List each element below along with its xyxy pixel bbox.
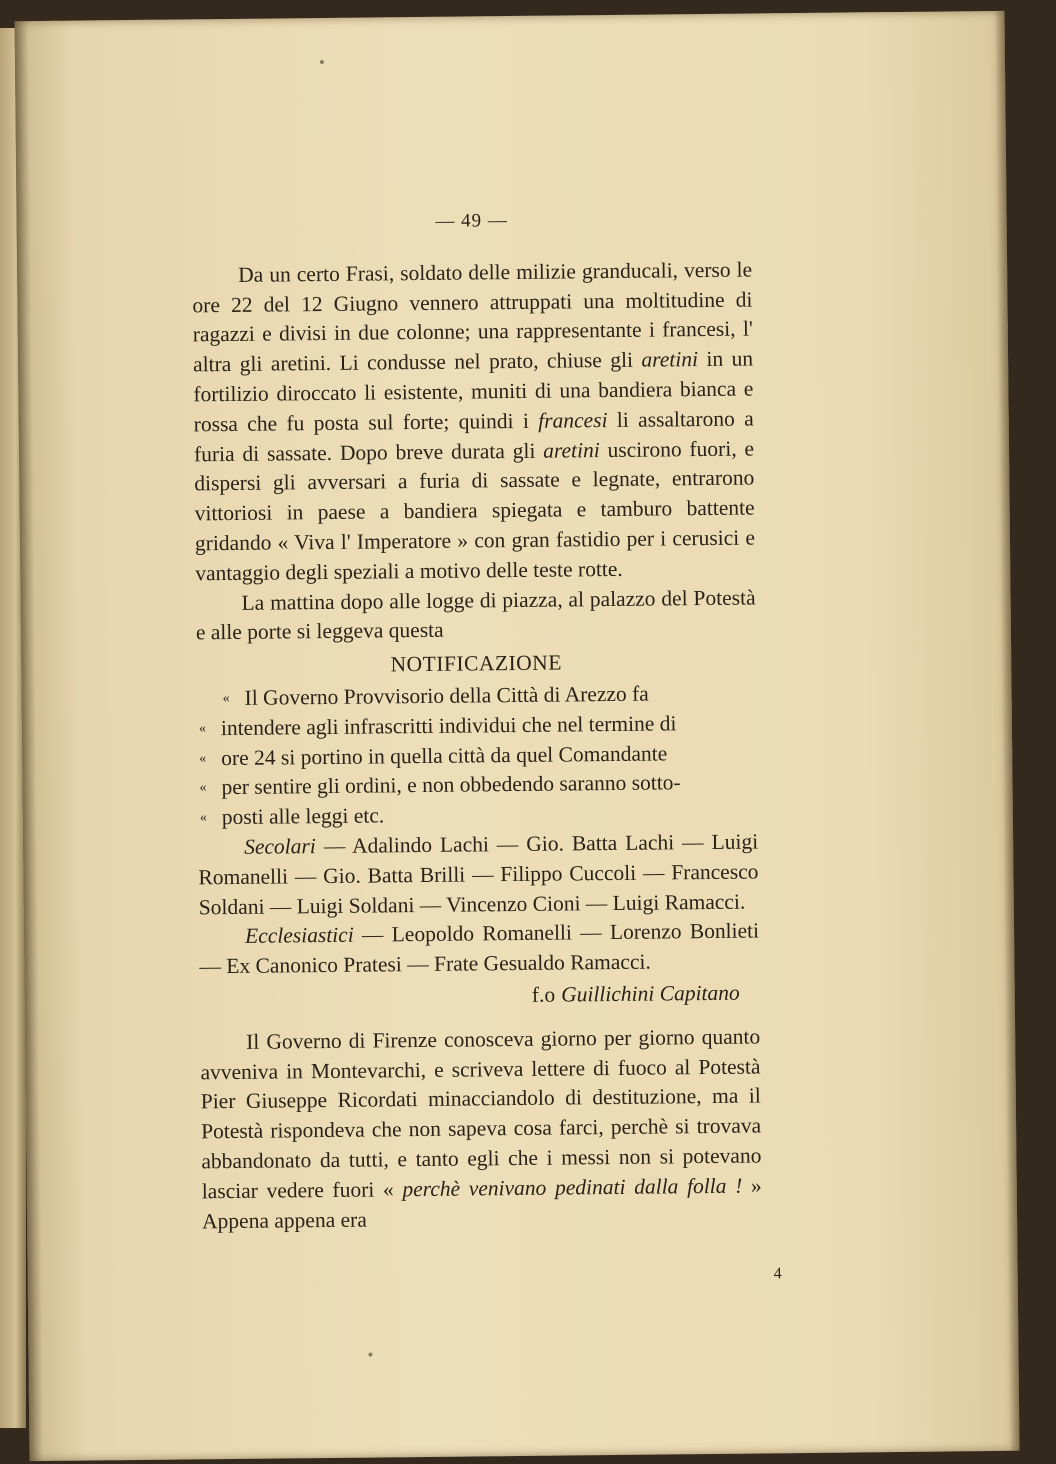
paper-speck: [368, 1353, 372, 1357]
italic-francesi: francesi: [538, 407, 608, 433]
secolari-list: [198, 827, 759, 922]
paragraph-frasi-text-c: in un fortilizio diroccato li esistente, muniti di una bandiera bianca e rossa che fu posta sul forte; quindi i: [193, 346, 754, 437]
page-number: — 49 —: [435, 210, 508, 232]
secolari-names: — Adalindo Lachi — Gio. Batta Lachi — Luigi Romanelli — Gio. Batta Brilli — Filippo Cuccoli — Francesco Soldani — Luigi Soldani — Vincenzo Cioni — Luigi Ramacci.: [198, 829, 759, 919]
paragraph-frasi-text-e: li assaltarono a furia di sassate. Dopo breve durata gli: [193, 406, 754, 466]
paragraph-governo-text-a: Il Governo di Firenze conosceva giorno per giorno quanto avveniva in Montevarchi, e scriveva lettere di fuoco al Potestà Pier Giuseppe Ricordati minacciandolo di destituzione, ma il Potestà rispondeva che non sapeva cosa farci, perchè si trovava abbandonato da tutti, e tanto egli che i messi non si potevano lasciar vedere fuori «: [200, 1024, 762, 1204]
quote-mark: «: [199, 750, 207, 766]
page-edge-shadow: [994, 11, 1019, 1451]
paragraph-governo: [200, 1022, 762, 1236]
notice-line-text: posti alle leggi etc.: [221, 803, 385, 830]
paragraph-frasi-text-g: uscirono fuori, e dispersi gli avversari a furia di sassate e legnate, entrarono vittoriosi in paese a bandiera spiegata e tamburo battente gridando « Viva l' Imperatore » con gran fastidio per i cerusici e vantaggio degli speziali a motivo delle teste rotte.: [194, 436, 756, 586]
signature-prefix: f.o: [531, 982, 556, 1007]
paragraph-frasi: [192, 255, 755, 589]
notice-line-text: intendere agli infrascritti individui che nel termine di: [220, 711, 677, 740]
notice-body: [198, 678, 758, 833]
notice-line-text: Il Governo Provvisorio della Città di Arezzo fa: [244, 681, 649, 710]
signature-name: Guillichini Capitano: [561, 980, 740, 1007]
ecclesiastici-list: [199, 917, 760, 982]
ecclesiastici-label: Ecclesiastici: [244, 923, 354, 949]
secolari-label: Secolari: [244, 834, 316, 859]
italic-aretini-1: aretini: [641, 347, 699, 372]
notice-heading: NOTIFICAZIONE: [390, 650, 563, 677]
quote-mark: «: [199, 810, 207, 826]
book-page: [14, 11, 1019, 1461]
notice-line-5: [199, 798, 758, 833]
paper-speck: [320, 60, 324, 64]
quote-mark: «: [198, 721, 206, 737]
notice-signature: [200, 978, 760, 1014]
page-text-block: [191, 204, 762, 1237]
paragraph-governo-text-c: » Appena appena era: [201, 1173, 762, 1233]
ecclesiastici-names: — Leopoldo Romanelli — Lorenzo Bonlieti — Ex Canonico Pratesi — Frate Gesualdo Ramacci.: [199, 918, 760, 979]
italic-quote-folla: perchè venivano pedinati dalla folla !: [402, 1173, 743, 1201]
notice-line-text: ore 24 si portino in quella città da quel Comandante: [221, 740, 668, 770]
notice-line-text: per sentire gli ordini, e non obbedendo saranno sotto-: [221, 770, 681, 800]
sheet-signature-mark: 4: [773, 1265, 782, 1283]
paragraph-frasi-text-a: Da un certo Frasi, soldato delle milizie granducali, verso le ore 22 del 12 Giugno vennero attruppati una moltitudine di ragazzi e divisi in due colonne; una rappresentante i francesi, l' altra gli aretini. Li condusse nel prato, chiuse gli: [192, 257, 753, 377]
quote-mark: «: [222, 690, 230, 707]
italic-aretini-2: aretini: [543, 437, 600, 463]
paragraph-mattina: La mattina dopo alle logge di piazza, al palazzo del Potestà e alle porte si leggeva questa: [195, 585, 756, 645]
quote-mark: «: [199, 780, 207, 796]
